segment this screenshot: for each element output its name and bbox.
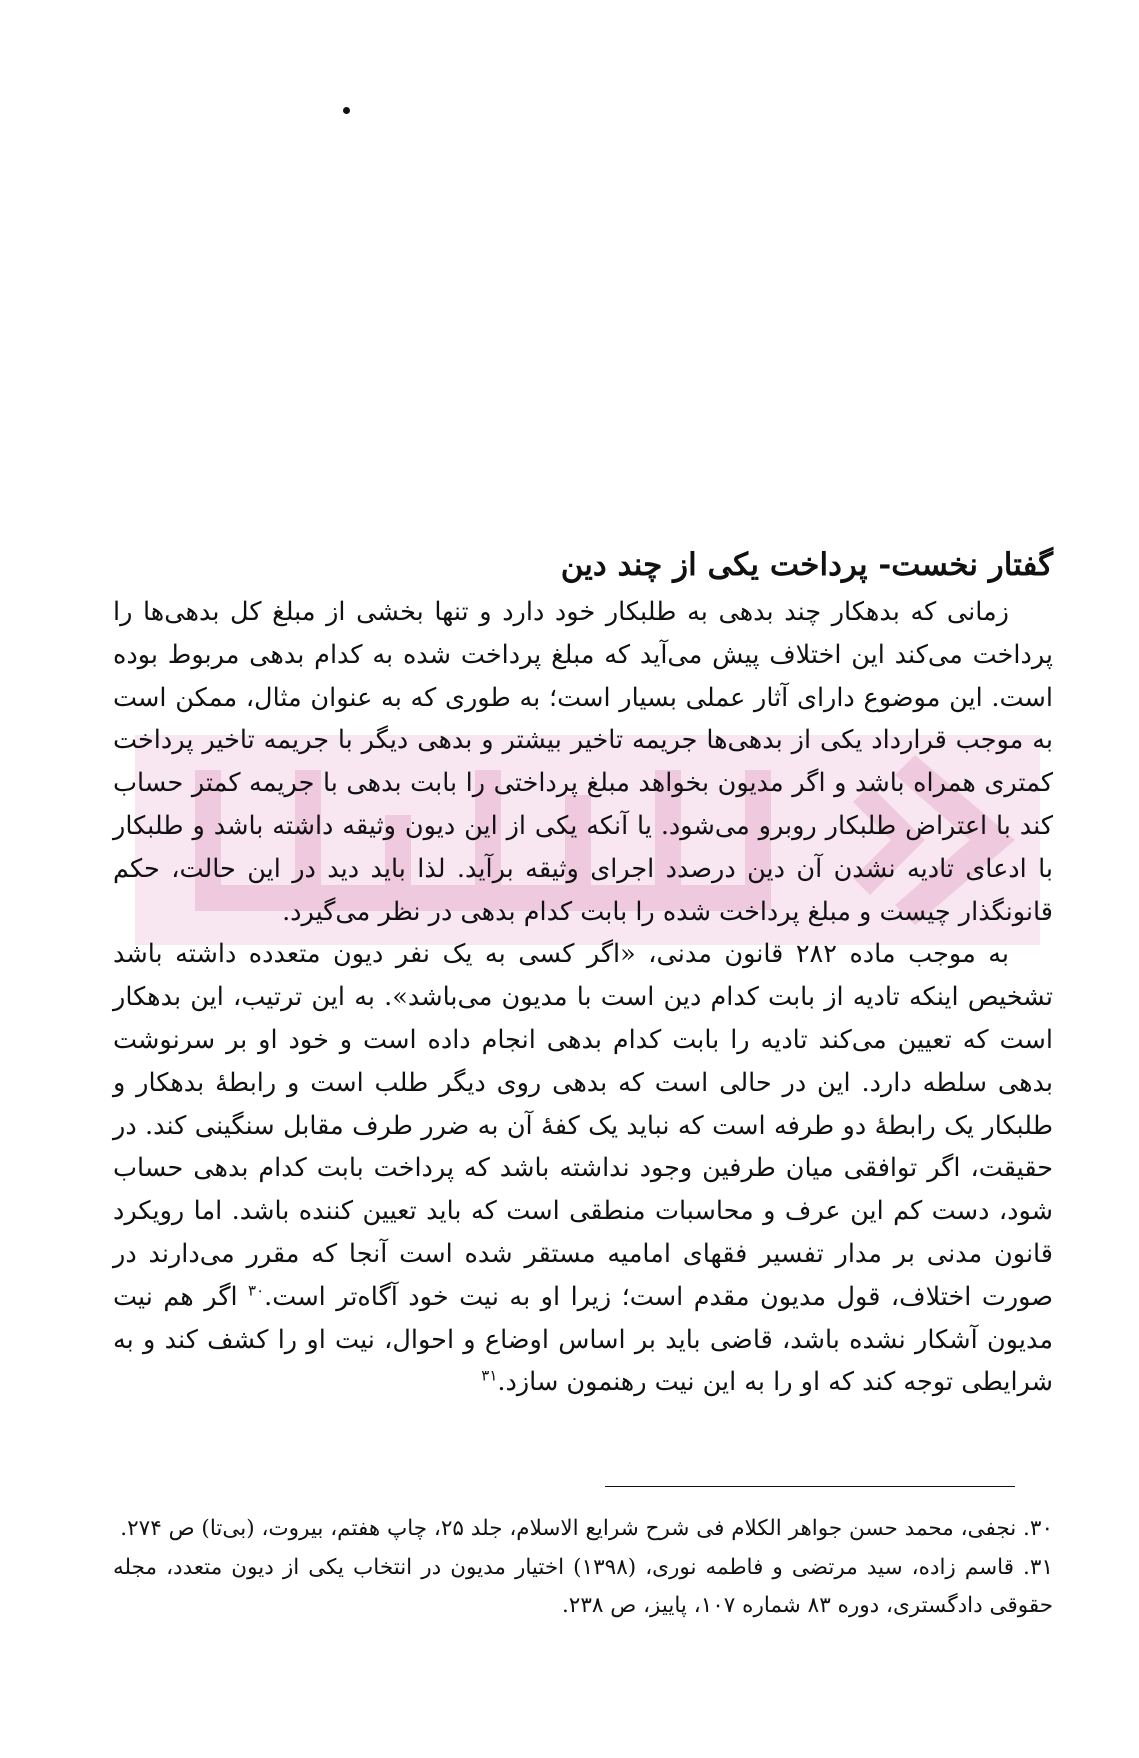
footnote-30: ۳۰. نجفی، محمد حسن جواهر الکلام فی شرح شرایع الاسلام، جلد ۲۵، چاپ هفتم، بیروت، (بی‌تا) ص ۲۷۴.	[120, 1516, 1053, 1541]
paragraph-2	[113, 933, 1053, 1404]
footnote-ref-31: ۳۱	[481, 1366, 498, 1385]
footnote-divider	[605, 1486, 1015, 1487]
ink-speck	[343, 107, 350, 114]
paragraph-2-text: به موجب ماده ۲۸۲ قانون مدنی، «اگر کسی به یک نفر دیون متعدده داشته باشد تشخیص اینکه تادیه از بابت کدام دین است با مدیون می‌باشد». به این ترتیب، این بدهکار است که تعیین می‌کند تادیه را بابت کدام بدهی انجام داده است و خود او بر سرنوشت بدهی سلطه دارد. این در حالی است که بدهی روی دیگر طلب است و رابطهٔ بدهکار و طلبکار یک رابطهٔ دو طرفه است که نباید یک کفهٔ آن به ضرر طرف مقابل سنگینی کند. در حقیقت، اگر توافقی میان طرفین وجود نداشته باشد که پرداخت بابت کدام بدهی حساب شود، دست کم این عرف و محاسبات منطقی است که باید تعیین کننده باشد. اما رویکرد قانون مدنی بر مدار تفسیر فقهای امامیه مستقر شده است آنجا که مقرر می‌دارند در صورت اختلاف، قول مدیون مقدم است؛ زیرا او به نیت خود آگاه‌تر است.	[113, 939, 1053, 1312]
paragraph-2-tail: اگر هم نیت مدیون آشکار نشده باشد، قاضی باید بر اساس اوضاع و احوال، نیت او را کشف کند و به شرایطی توجه کند که او را به این نیت رهنمون سازد.	[113, 1281, 1053, 1398]
section-heading: گفتار نخست- پرداخت یکی از چند دین	[560, 547, 1053, 583]
footnote-31: ۳۱. قاسم زاده، سید مرتضی و فاطمه نوری، (۱۳۹۸) اختیار مدیون در انتخاب یکی از دیون متعدد، مجله حقوقی دادگستری، دوره ۸۳ شماره ۱۰۷، پاییز، ص ۲۳۸.	[113, 1554, 1054, 1618]
paragraph-1	[113, 591, 1053, 933]
paragraph-1-text: زمانی که بدهکار چند بدهی به طلبکار خود دارد و تنها بخشی از مبلغ کل بدهی‌ها را پرداخت می‌کند این اختلاف پیش می‌آید که مبلغ پرداخت شده به کدام بدهی مربوط بوده است. این موضوع دارای آثار عملی بسیار است؛ به طوری که به عنوان مثال، ممکن است به موجب قرارداد یکی از بدهی‌ها جریمه تاخیر بیشتر و بدهی دیگر با جریمه تاخیر پرداخت کمتری همراه باشد و اگر مدیون بخواهد مبلغ پرداختی را بابت بدهی با جریمه کمتر حساب کند با اعتراض طلبکار روبرو می‌شود. یا آنکه یکی از این دیون وثیقه داشته باشد و طلبکار با ادعای تادیه نشدن آن دین درصدد اجرای وثیقه برآید. لذا باید دید در این حالت، حکم قانونگذار چیست و مبلغ پرداخت شده را بابت کدام بدهی در نظر می‌گیرد.	[113, 597, 1053, 927]
footnote-ref-30: ۳۰	[248, 1281, 265, 1300]
main-text	[113, 545, 1053, 1404]
footnotes	[113, 1510, 1053, 1626]
